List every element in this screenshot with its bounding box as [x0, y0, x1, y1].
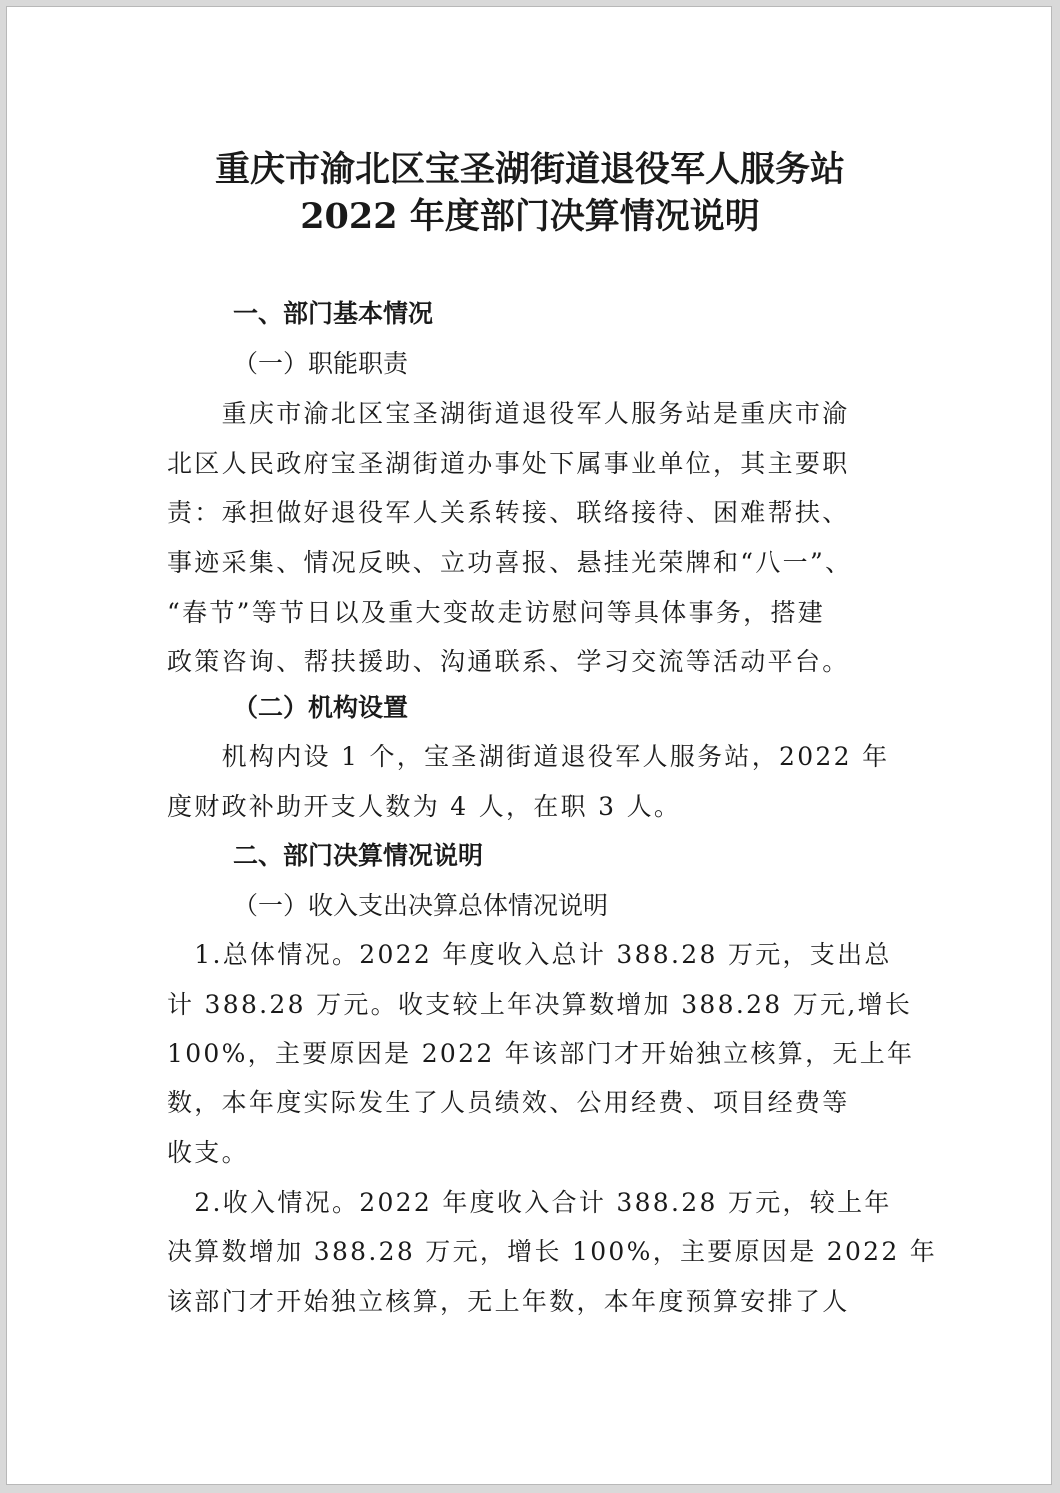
paragraph-line: 责：承担做好退役军人关系转接、联络接待、困难帮扶、	[167, 498, 850, 527]
paragraph-line: 重庆市渝北区宝圣湖街道退役军人服务站是重庆市渝	[167, 399, 850, 428]
document-title-line2: 2022 年度部门决算情况说明	[300, 196, 760, 237]
paragraph-line: 机构内设 1 个，宝圣湖街道退役军人服务站，2022 年	[167, 742, 890, 771]
paragraph-line: 数，本年度实际发生了人员绩效、公用经费、项目经费等	[167, 1088, 850, 1117]
paragraph-line: 计 388.28 万元。收支较上年决算数增加 388.28 万元,增长	[167, 990, 913, 1019]
section-heading-basic-info: 一、部门基本情况	[233, 299, 434, 328]
paragraph-line: 2.收入情况。2022 年度收入合计 388.28 万元，较上年	[167, 1188, 892, 1217]
paragraph-line: “春节”等节日以及重大变故走访慰问等具体事务，搭建	[167, 598, 826, 627]
paragraph-line: 决算数增加 388.28 万元，增长 100%，主要原因是 2022 年	[167, 1237, 938, 1266]
section-heading-final-accounts: 二、部门决算情况说明	[233, 841, 484, 870]
document-title-line1: 重庆市渝北区宝圣湖街道退役军人服务站	[214, 149, 845, 190]
document-page	[6, 6, 1052, 1485]
paragraph-line: 该部门才开始独立核算，无上年数，本年度预算安排了人	[167, 1287, 850, 1316]
paragraph-line: 100%，主要原因是 2022 年该部门才开始独立核算，无上年	[167, 1039, 915, 1068]
subsection-income-expense-overview: （一）收入支出决算总体情况说明	[233, 891, 609, 920]
paragraph-line: 收支。	[167, 1138, 249, 1167]
subsection-duties: （一）职能职责	[233, 349, 409, 378]
paragraph-line: 1.总体情况。2022 年度收入总计 388.28 万元，支出总	[167, 940, 892, 969]
subsection-organization: （二）机构设置	[233, 693, 409, 722]
paragraph-line: 北区人民政府宝圣湖街道办事处下属事业单位，其主要职	[167, 449, 850, 478]
paragraph-line: 政策咨询、帮扶援助、沟通联系、学习交流等活动平台。	[167, 647, 850, 676]
paragraph-line: 事迹采集、情况反映、立功喜报、悬挂光荣牌和“八一”、	[167, 548, 853, 577]
paragraph-line: 度财政补助开支人数为 4 人，在职 3 人。	[167, 792, 682, 821]
